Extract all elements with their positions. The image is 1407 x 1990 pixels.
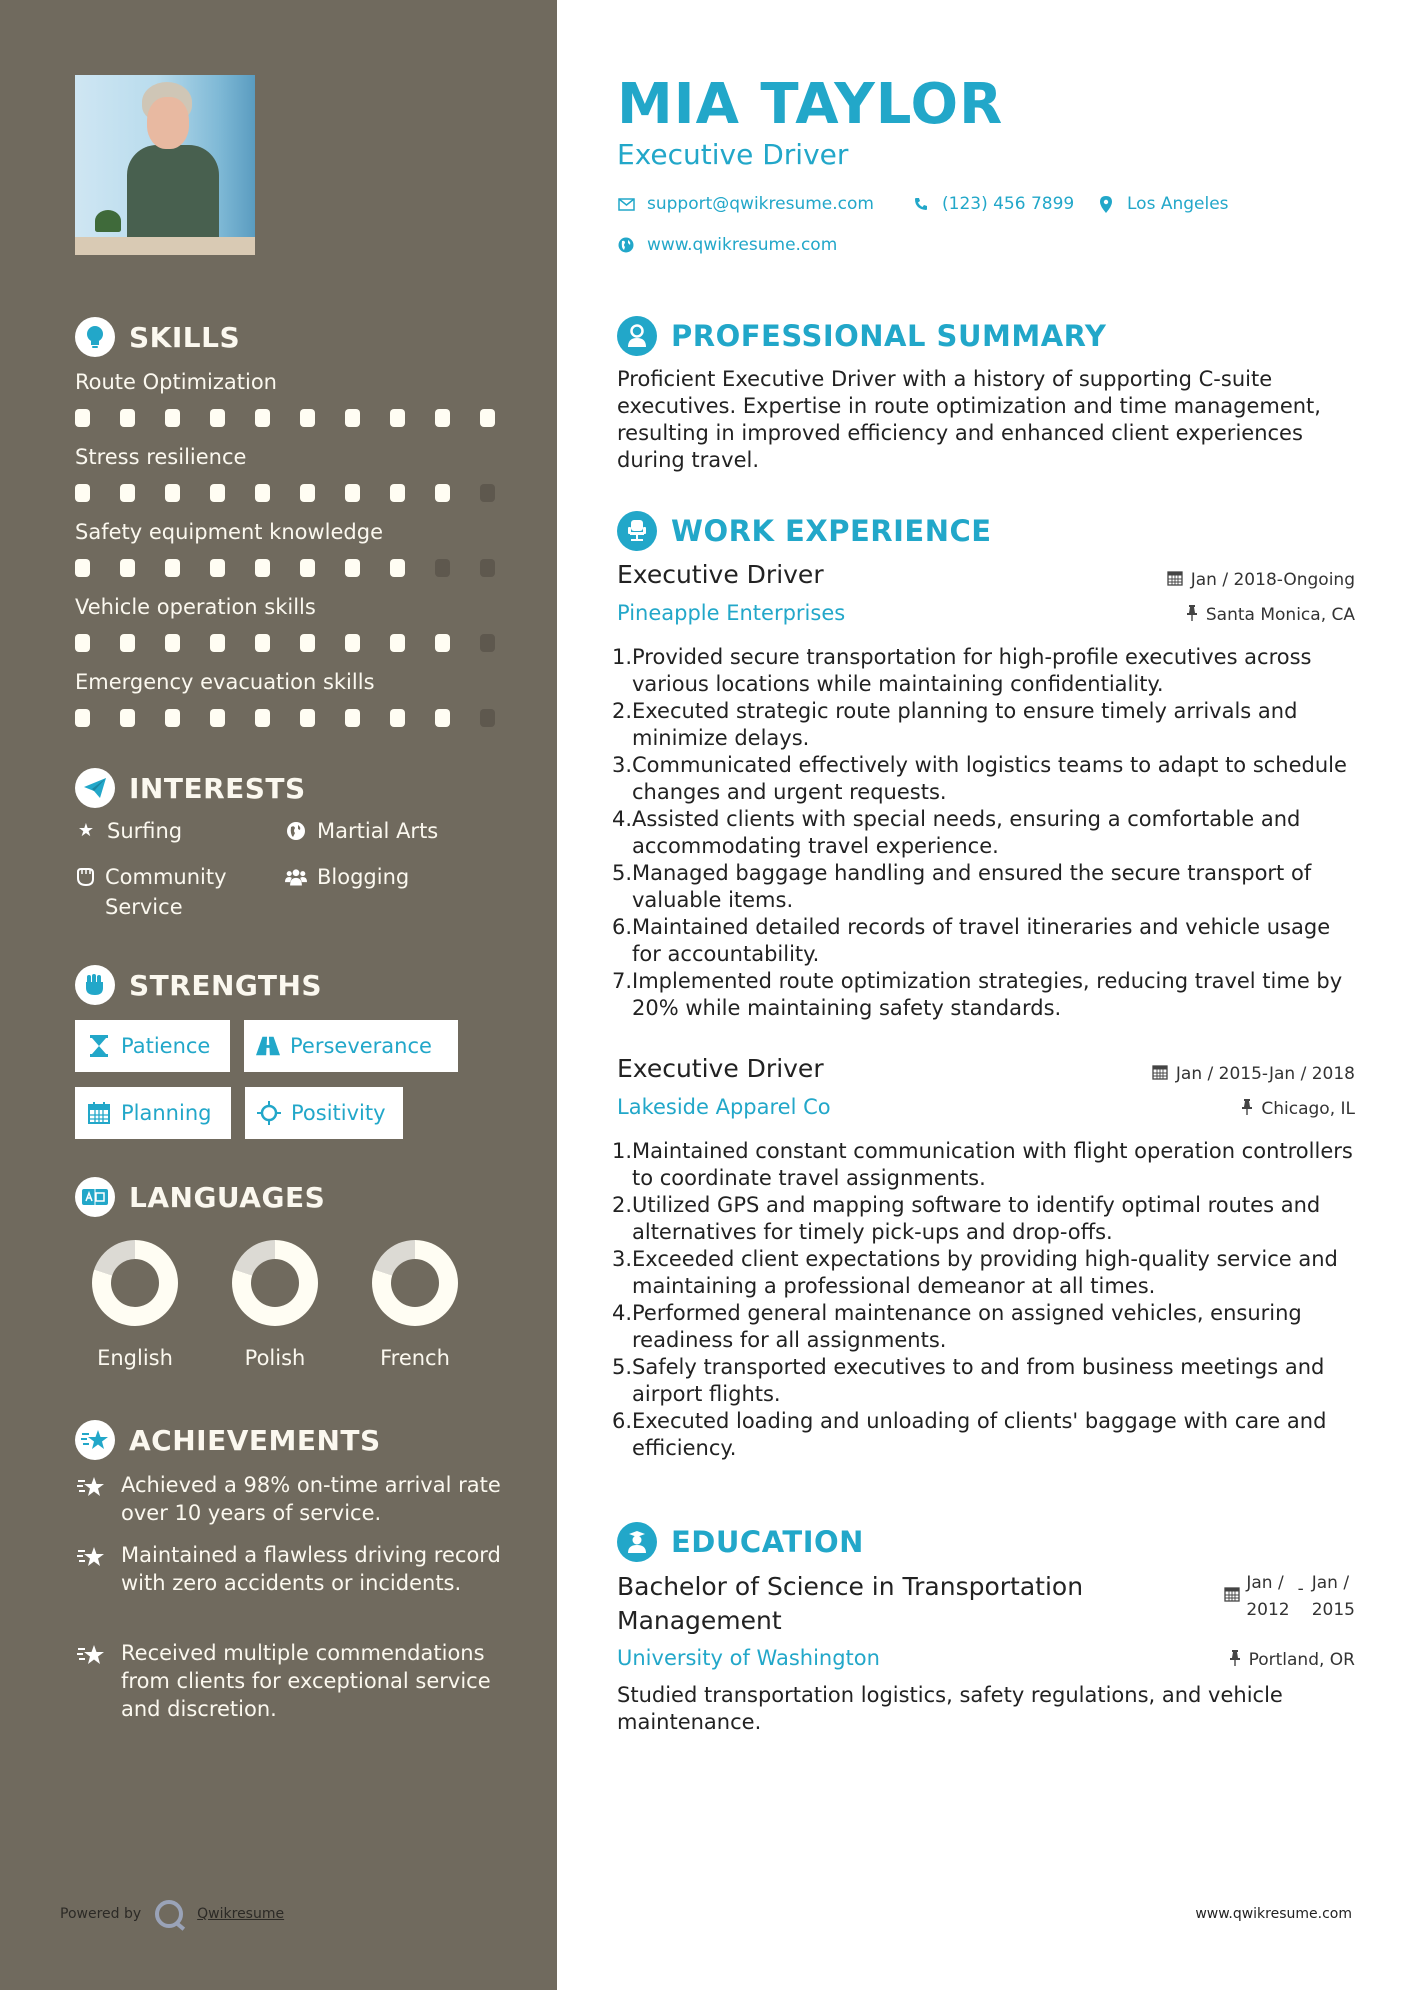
education-header: [617, 1522, 864, 1562]
education-title: EDUCATION: [671, 1525, 864, 1559]
strength-label: Positivity: [291, 1101, 386, 1125]
summary-title: PROFESSIONAL SUMMARY: [671, 319, 1107, 353]
end-year: 2015: [1311, 1600, 1355, 1620]
language-item: [355, 1240, 475, 1370]
strength-label: Planning: [121, 1101, 212, 1125]
skill-name: Vehicle operation skills: [75, 595, 316, 619]
bullet-number: 3.: [612, 1247, 633, 1271]
skill-dot: [300, 709, 315, 727]
bullet-text: Executed loading and unloading of clients' baggage with care and efficiency.: [632, 1409, 1327, 1460]
job-bullets: [612, 644, 1362, 1022]
achievement-text: Received multiple commendations from clients for exceptional service and discretion.: [121, 1641, 491, 1721]
map-pin-icon: [1097, 196, 1115, 213]
skill-dot: [390, 634, 405, 652]
skills-title: SKILLS: [129, 320, 241, 354]
bullet-item: [612, 1408, 1362, 1462]
bullet-item: [612, 968, 1362, 1022]
sun-icon: [257, 1101, 281, 1125]
interests-header: [75, 768, 306, 808]
contact-location: [1097, 194, 1229, 214]
interest-item: [75, 862, 265, 922]
bullet-number: 1.: [612, 645, 633, 669]
road-icon: [256, 1034, 280, 1058]
education-dates: [1224, 1570, 1355, 1624]
skill-item: [75, 592, 515, 652]
education-description: Studied transportation logistics, safety regulations, and vehicle maintenance.: [617, 1683, 1283, 1734]
skill-dot: [210, 409, 225, 427]
language-label: Polish: [244, 1346, 306, 1370]
skill-dot: [345, 484, 360, 502]
skill-dot: [255, 409, 270, 427]
skill-dot: [435, 559, 450, 577]
pushpin-icon: [1229, 1650, 1241, 1670]
bullet-text: Maintained detailed records of travel itineraries and vehicle usage for accountability.: [632, 915, 1331, 966]
skill-dot: [210, 709, 225, 727]
photo-desk: [75, 237, 255, 255]
powered-by: [60, 1900, 284, 1928]
skill-dot: [480, 484, 495, 502]
skill-name: Safety equipment knowledge: [75, 520, 383, 544]
graduate-icon: [617, 1522, 657, 1562]
strength-chip: [75, 1087, 231, 1139]
skill-dot: [300, 559, 315, 577]
pushpin-icon: [1186, 605, 1198, 625]
website-text[interactable]: www.qwikresume.com: [647, 235, 838, 255]
skill-dot: [210, 484, 225, 502]
skill-dot: [120, 484, 135, 502]
strength-chip: [244, 1020, 458, 1072]
bullet-item: [612, 644, 1362, 698]
skill-dot: [120, 409, 135, 427]
powered-by-label: Powered by: [60, 1906, 142, 1922]
school-name: University of Washington: [617, 1646, 880, 1670]
strength-chip: [75, 1020, 230, 1072]
skill-rating: [75, 559, 515, 577]
language-icon: [75, 1177, 115, 1217]
skill-dot: [390, 409, 405, 427]
envelope-icon: [617, 198, 635, 211]
achievement-text: Achieved a 98% on-time arrival rate over 10 years of service.: [121, 1473, 501, 1525]
skill-dot: [480, 709, 495, 727]
interest-label: Blogging: [317, 865, 410, 889]
education-end: [1312, 1570, 1355, 1624]
bullet-item: [612, 1138, 1362, 1192]
job-dates-text: Jan / 2018-Ongoing: [1190, 570, 1355, 590]
achievement-item: [75, 1471, 505, 1527]
skill-dot: [300, 484, 315, 502]
skill-dot: [120, 559, 135, 577]
interests-title: INTERESTS: [129, 771, 306, 805]
languages-title: LANGUAGES: [129, 1180, 326, 1214]
skill-rating: [75, 634, 515, 652]
language-label: English: [97, 1346, 173, 1370]
skill-dot: [300, 634, 315, 652]
profile-photo: [75, 75, 255, 255]
bullet-text: Communicated effectively with logistics teams to adapt to schedule changes and urgent requests.: [632, 753, 1347, 804]
contact-phone[interactable]: [912, 194, 1074, 214]
date-separator: -: [1297, 1579, 1304, 1599]
job-location-text: Santa Monica, CA: [1205, 605, 1355, 625]
achievement-item: [75, 1639, 505, 1723]
interest-item: [285, 816, 438, 846]
fist-icon: [75, 862, 95, 892]
language-item: [75, 1240, 195, 1370]
candidate-role: Executive Driver: [617, 138, 849, 171]
achievements-header: [75, 1420, 381, 1460]
strength-label: Perseverance: [290, 1034, 432, 1058]
skill-dot: [435, 709, 450, 727]
job-dates-text: Jan / 2015-Jan / 2018: [1175, 1064, 1355, 1084]
bullet-text: Performed general maintenance on assigned vehicles, ensuring readiness for all assignments.: [632, 1301, 1302, 1352]
skill-rating: [75, 484, 515, 502]
bullet-number: 1.: [612, 1139, 633, 1163]
start-year: 2012: [1246, 1600, 1290, 1620]
education-start: [1246, 1570, 1289, 1624]
summary-text: Proficient Executive Driver with a history of supporting C-suite executives. Expertise in route optimization and time management, resulting in improved efficiency and enhanced client experiences during travel.: [617, 367, 1321, 472]
skill-dot: [210, 634, 225, 652]
skill-item: [75, 442, 515, 502]
qwikresume-logo-icon: [155, 1900, 183, 1928]
skill-dot: [345, 634, 360, 652]
calendar-icon: [87, 1101, 111, 1125]
skill-dot: [120, 634, 135, 652]
email-text[interactable]: support@qwikresume.com: [647, 194, 874, 214]
skill-dot: [435, 484, 450, 502]
job-location: [1241, 1099, 1355, 1119]
job-location: [1186, 605, 1355, 625]
bullet-number: 4.: [612, 807, 633, 831]
hourglass-icon: [87, 1034, 111, 1058]
photo-face: [147, 97, 189, 149]
bullet-text: Implemented route optimization strategies, reducing travel time by 20% while maintaining safety standards.: [632, 969, 1343, 1020]
shooting-star-icon: [75, 1420, 115, 1460]
skill-dot: [480, 409, 495, 427]
bullet-item: [612, 860, 1362, 914]
skill-dot: [255, 559, 270, 577]
skills-header: [75, 317, 240, 357]
bullet-number: 6.: [612, 915, 633, 939]
contact-website[interactable]: [617, 235, 837, 255]
photo-body: [127, 145, 219, 245]
language-donut: [232, 1240, 318, 1326]
skill-item: [75, 667, 515, 727]
shooting-star-icon: [75, 1471, 107, 1527]
bullet-number: 4.: [612, 1301, 633, 1325]
skill-dot: [75, 484, 90, 502]
candidate-name: MIA TAYLOR: [617, 72, 1004, 137]
language-label: French: [380, 1346, 450, 1370]
skill-dot: [165, 484, 180, 502]
calendar-icon: [1224, 1570, 1240, 1611]
contact-email[interactable]: [617, 194, 874, 214]
bullet-text: Exceeded client expectations by providing high-quality service and maintaining a professional demeanor at all times.: [632, 1247, 1338, 1298]
job-bullets: [612, 1138, 1362, 1462]
strengths-header: [75, 965, 322, 1005]
skill-rating: [75, 709, 515, 727]
skill-dot: [390, 709, 405, 727]
bullet-text: Managed baggage handling and ensured the secure transport of valuable items.: [632, 861, 1312, 912]
interest-label: Community Service: [105, 865, 227, 919]
office-chair-icon: [617, 511, 657, 551]
globe-icon: [285, 816, 307, 846]
interest-item: [285, 862, 409, 892]
job-company: Pineapple Enterprises: [617, 601, 846, 625]
fist-icon: [75, 965, 115, 1005]
start-month: Jan /: [1246, 1573, 1284, 1593]
skill-dot: [120, 709, 135, 727]
bullet-item: [612, 1354, 1362, 1408]
skill-dot: [165, 559, 180, 577]
skill-name: Route Optimization: [75, 370, 277, 394]
summary-header: [617, 316, 1106, 356]
experience-title: WORK EXPERIENCE: [671, 514, 992, 548]
skill-name: Emergency evacuation skills: [75, 670, 375, 694]
bullet-text: Executed strategic route planning to ensure timely arrivals and minimize delays.: [632, 699, 1298, 750]
skill-name: Stress resilience: [75, 445, 247, 469]
star-icon: ★: [77, 820, 95, 841]
location-text: Los Angeles: [1127, 194, 1229, 214]
globe-icon: [617, 237, 635, 253]
skill-dot: [75, 709, 90, 727]
shooting-star-icon: [75, 1541, 107, 1597]
bullet-text: Utilized GPS and mapping software to identify optimal routes and alternatives for timely pick-ups and drop-offs.: [632, 1193, 1321, 1244]
experience-header: [617, 511, 992, 551]
bullet-number: 5.: [612, 1355, 633, 1379]
achievement-text: Maintained a flawless driving record with zero accidents or incidents.: [121, 1543, 501, 1595]
skill-dot: [390, 484, 405, 502]
phone-text[interactable]: (123) 456 7899: [942, 194, 1075, 214]
interest-item: [75, 816, 182, 846]
skill-item: [75, 517, 515, 577]
job-dates: [1167, 570, 1355, 590]
skill-dot: [480, 634, 495, 652]
bullet-item: [612, 698, 1362, 752]
sidebar: [0, 0, 557, 1990]
achievement-item: [75, 1541, 505, 1597]
job-title: Executive Driver: [617, 560, 824, 589]
bullet-item: [612, 1192, 1362, 1246]
job-company: Lakeside Apparel Co: [617, 1095, 831, 1119]
skill-item: [75, 367, 515, 427]
interest-label: Surfing: [107, 819, 183, 843]
language-donut: [372, 1240, 458, 1326]
skill-dot: [165, 709, 180, 727]
languages-header: [75, 1177, 325, 1217]
language-item: [215, 1240, 335, 1370]
bullet-number: 5.: [612, 861, 633, 885]
bullet-item: [612, 1246, 1362, 1300]
interest-label: Martial Arts: [317, 819, 439, 843]
bullet-item: [612, 1300, 1362, 1354]
bullet-item: [612, 806, 1362, 860]
skill-dot: [75, 559, 90, 577]
skill-dot: [75, 409, 90, 427]
bullet-text: Assisted clients with special needs, ensuring a comfortable and accommodating travel experience.: [632, 807, 1301, 858]
skill-dot: [435, 409, 450, 427]
main-content: [557, 0, 1407, 1990]
photo-plant: [95, 210, 121, 232]
pushpin-icon: [1241, 1099, 1253, 1119]
paper-plane-icon: [75, 768, 115, 808]
education-location-text: Portland, OR: [1248, 1650, 1355, 1670]
bullet-item: [612, 914, 1362, 968]
users-icon: [285, 862, 307, 892]
strength-chip: [245, 1087, 403, 1139]
skill-dot: [390, 559, 405, 577]
phone-icon: [912, 197, 930, 211]
calendar-icon: [1167, 570, 1183, 590]
calendar-icon: [1152, 1064, 1168, 1084]
skill-dot: [165, 634, 180, 652]
skill-dot: [255, 634, 270, 652]
bullet-number: 2.: [612, 1193, 633, 1217]
bullet-number: 6.: [612, 1409, 633, 1433]
lightbulb-icon: [75, 317, 115, 357]
skill-dot: [165, 409, 180, 427]
footer-url[interactable]: www.qwikresume.com: [1195, 1906, 1352, 1922]
skill-dot: [75, 634, 90, 652]
language-donut: [92, 1240, 178, 1326]
job-location-text: Chicago, IL: [1261, 1099, 1355, 1119]
skill-rating: [75, 409, 515, 427]
job-title: Executive Driver: [617, 1054, 824, 1083]
qwikresume-link[interactable]: Qwikresume: [197, 1906, 285, 1922]
bullet-number: 2.: [612, 699, 633, 723]
education-location: [1229, 1650, 1355, 1670]
skill-dot: [255, 709, 270, 727]
user-icon: [617, 316, 657, 356]
bullet-number: 3.: [612, 753, 633, 777]
strength-label: Patience: [121, 1034, 211, 1058]
skill-dot: [210, 559, 225, 577]
skill-dot: [480, 559, 495, 577]
degree-title: Bachelor of Science in Transportation Management: [617, 1572, 1084, 1635]
skill-dot: [300, 409, 315, 427]
skill-dot: [255, 484, 270, 502]
job-dates: [1152, 1064, 1355, 1084]
skill-dot: [345, 559, 360, 577]
skill-dot: [435, 634, 450, 652]
end-month: Jan /: [1311, 1573, 1350, 1593]
achievements-title: ACHIEVEMENTS: [129, 1423, 381, 1457]
bullet-text: Provided secure transportation for high-profile executives across various locations while maintaining confidentiality.: [632, 645, 1312, 696]
skill-dot: [345, 409, 360, 427]
shooting-star-icon: [75, 1639, 107, 1723]
skill-dot: [345, 709, 360, 727]
bullet-item: [612, 752, 1362, 806]
strengths-title: STRENGTHS: [129, 968, 323, 1002]
bullet-text: Maintained constant communication with flight operation controllers to coordinate travel assignments.: [632, 1139, 1353, 1190]
bullet-text: Safely transported executives to and from business meetings and airport flights.: [632, 1355, 1325, 1406]
bullet-number: 7.: [612, 969, 633, 993]
